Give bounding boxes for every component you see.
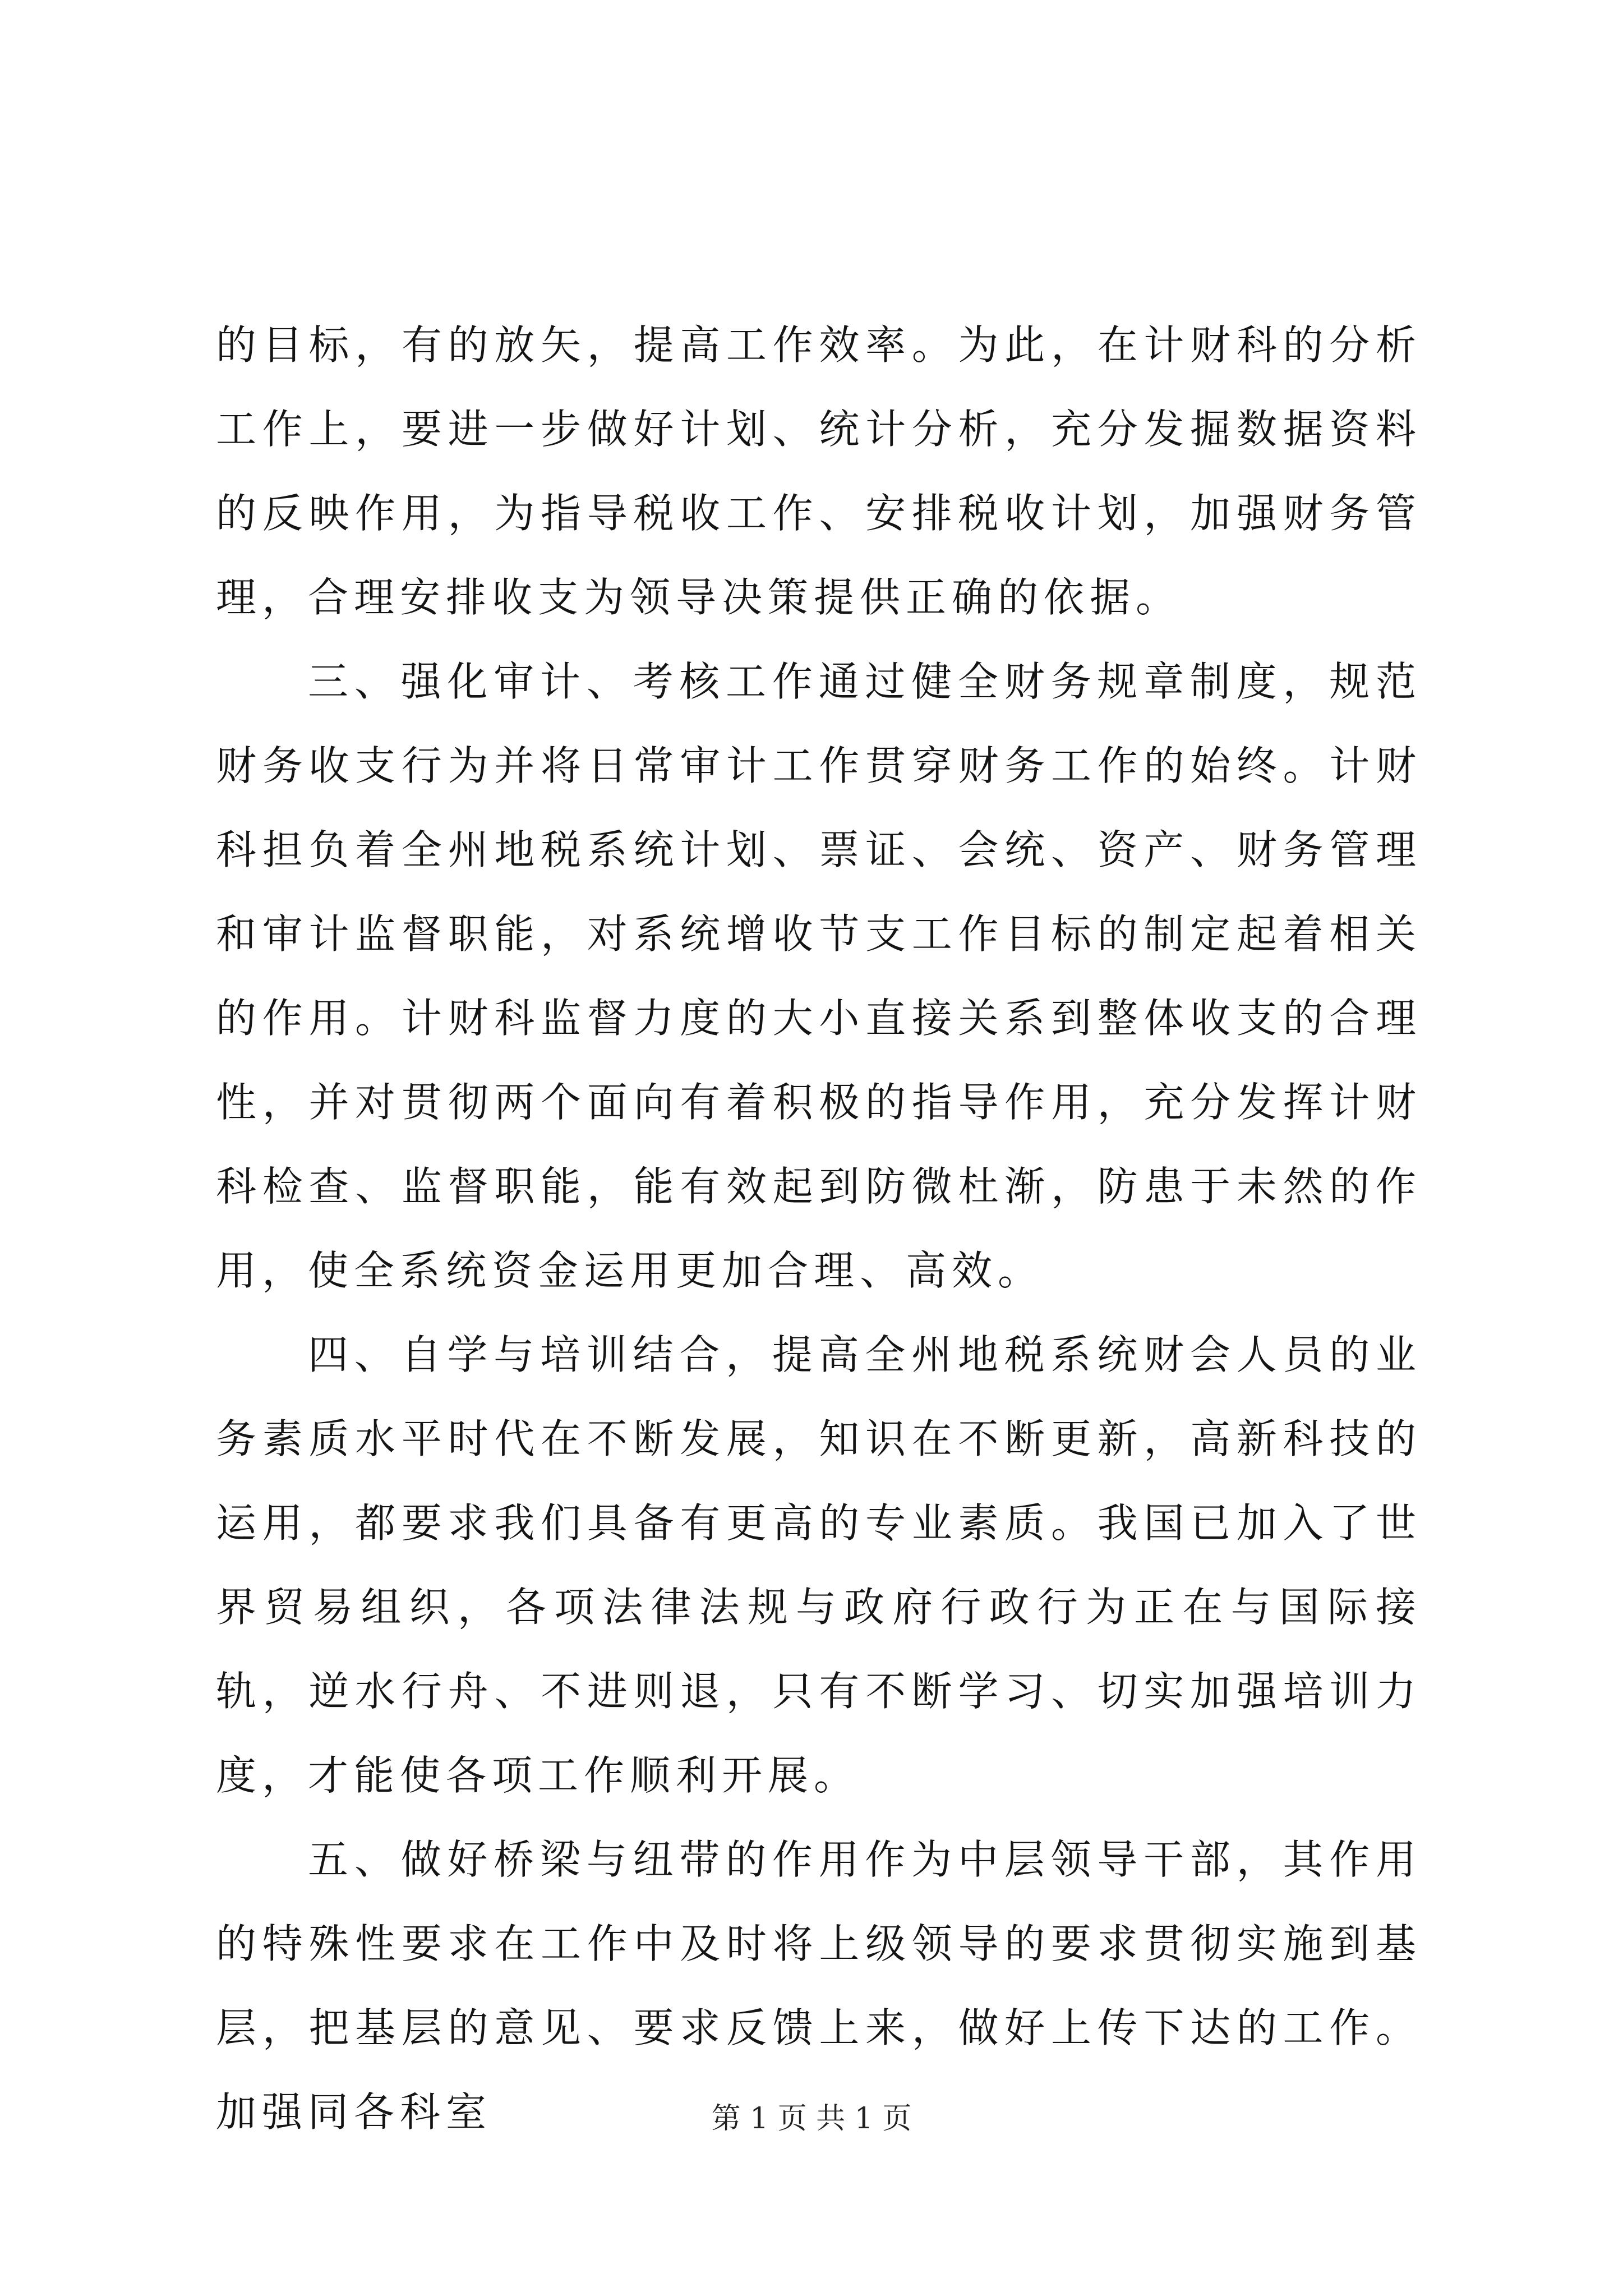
page-number-footer: 第 1 页 共 1 页 bbox=[711, 2102, 912, 2136]
paragraph-section-four: 四、自学与培训结合，提高全州地税系统财会人员的业务素质水平时代在不断发展，知识在不断更新，高新科技的运用，都要求我们具备有更高的专业素质。我国已加入了世界贸易组织，各项法律法规与政府行政行为正在与国际接轨，逆水行舟、不进则退，只有不断学习、切实加强培训力度，才能使各项工作顺利开展。 bbox=[216, 1331, 1422, 1799]
document-body bbox=[216, 303, 1422, 2154]
paragraph-intro-continuation: 的目标，有的放矢，提高工作效率。为此，在计财科的分析工作上，要进一步做好计划、统计分析，充分发掘数据资料的反映作用，为指导税收工作、安排税收计划，加强财务管理，合理安排收支为领导决策提供正确的依据。 bbox=[216, 321, 1422, 621]
paragraph-section-five: 五、做好桥梁与纽带的作用作为中层领导干部，其作用的特殊性要求在工作中及时将上级领导的要求贯彻实施到基层，把基层的意见、要求反馈上来，做好上传下达的工作。加强同各科室 bbox=[216, 1836, 1422, 2136]
paragraph-section-three: 三、强化审计、考核工作通过健全财务规章制度，规范财务收支行为并将日常审计工作贯穿财务工作的始终。计财科担负着全州地税系统计划、票证、会统、资产、财务管理和审计监督职能，对系统增收节支工作目标的制定起着相关的作用。计财科监督力度的大小直接关系到整体收支的合理性，并对贯彻两个面向有着积极的指导作用，充分发挥计财科检查、监督职能，能有效起到防微杜渐，防患于未然的作用，使全系统资金运用更加合理、高效。 bbox=[216, 658, 1422, 1294]
